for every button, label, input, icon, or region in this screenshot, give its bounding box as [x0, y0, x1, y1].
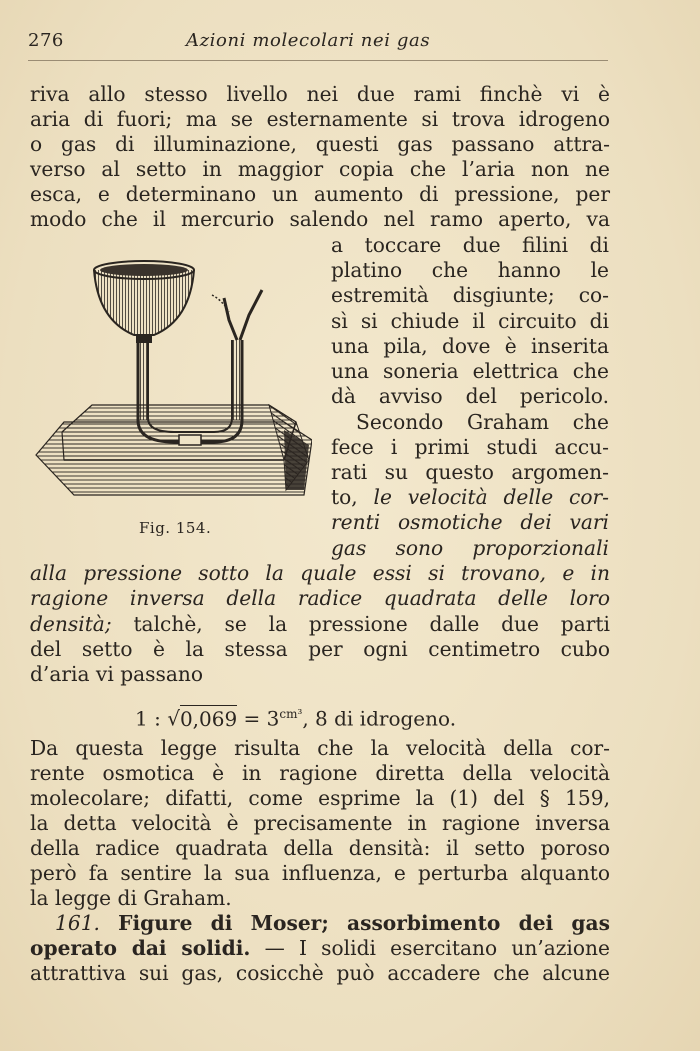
page-header: [28, 28, 610, 56]
text-line: platino che hanno le: [331, 258, 609, 282]
text-line: dà avviso del pericolo.: [331, 384, 609, 408]
formula-rest: , 8 di idrogeno.: [302, 706, 457, 731]
text-run: talchè, se la pressione dalle due parti: [111, 612, 610, 636]
text-line: sì si chiude il circuito di: [331, 309, 609, 333]
law-italic-line: gas sono proporzionali: [331, 536, 609, 560]
text-line: la legge di Graham.: [30, 886, 232, 910]
text-run: to,: [331, 485, 374, 509]
text-line: [30, 612, 610, 637]
text-line: Da questa legge risulta che la velocità della cor-: [30, 736, 610, 760]
text-line: attrattiva sui gas, cosicchè può accadere che alcune: [30, 961, 610, 985]
apparatus-figure: [34, 250, 312, 510]
text-line: della radice quadrata della densità: il setto poroso: [30, 836, 610, 860]
section-heading-line: [30, 936, 610, 961]
formula-unit: cm³: [279, 707, 303, 721]
text-line: una pila, dove è inserita: [331, 334, 609, 358]
text-line: a toccare due filini di: [331, 233, 609, 257]
text-line: però fa sentire la sua influenza, e perturba alquanto: [30, 861, 610, 885]
figure-caption: Fig. 154.: [139, 519, 212, 537]
section-heading-line: [30, 911, 610, 936]
text-line: verso al setto in maggior copia che l’aria non ne: [30, 157, 610, 181]
header-rule: [28, 60, 608, 61]
formula-equals: = 3: [237, 706, 280, 731]
text-line: la detta velocità è precisamente in ragione inversa: [30, 811, 610, 835]
law-italic: le velocità delle cor-: [373, 485, 609, 509]
law-italic-line: renti osmotiche dei vari: [331, 510, 609, 534]
section-title: operato dai solidi.: [30, 936, 251, 960]
text-run: — I solidi esercitano un’azione: [250, 936, 610, 960]
running-title: Azioni molecolari nei gas: [186, 30, 431, 51]
law-italic-line: ragione inversa della radice quadrata delle loro: [30, 586, 610, 610]
formula-radicand: 0,069: [179, 706, 238, 731]
formula-lhs: 1 :: [135, 706, 168, 731]
section-number: 161.: [55, 911, 100, 935]
text-line: riva allo stesso livello nei due rami finchè vi è: [30, 82, 610, 106]
text-line: del setto è la stessa per ogni centimetro cubo: [30, 637, 610, 661]
text-line: fece i primi studi accu-: [331, 435, 609, 459]
text-line: molecolare; difatti, come esprime la (1) del § 159,: [30, 786, 610, 810]
text-line: rati su questo argomen-: [331, 460, 609, 484]
law-italic-line: alla pressione sotto la quale essi si trovano, e in: [30, 561, 610, 585]
text-line: o gas di illuminazione, questi gas passano attra-: [30, 132, 610, 156]
text-line: [331, 485, 609, 510]
text-line: aria di fuori; ma se esternamente si trova idrogeno: [30, 107, 610, 131]
text-line: esca, e determinano un aumento di pressione, per: [30, 182, 610, 206]
text-line: rente osmotica è in ragione diretta della velocità: [30, 761, 610, 785]
sqrt-sign: √: [167, 706, 180, 731]
formula: [135, 700, 456, 733]
text-line: modo che il mercurio salendo nel ramo aperto, va: [30, 207, 610, 231]
law-italic: densità;: [30, 612, 112, 636]
page-number: 276: [28, 30, 64, 51]
text-line: Secondo Graham che: [356, 410, 609, 434]
text-line: estremità disgiunte; co-: [331, 283, 609, 307]
section-title: Figure di Moser; assorbimento dei gas: [99, 911, 610, 935]
text-line: una soneria elettrica che: [331, 359, 609, 383]
text-line: d’aria vi passano: [30, 662, 204, 686]
